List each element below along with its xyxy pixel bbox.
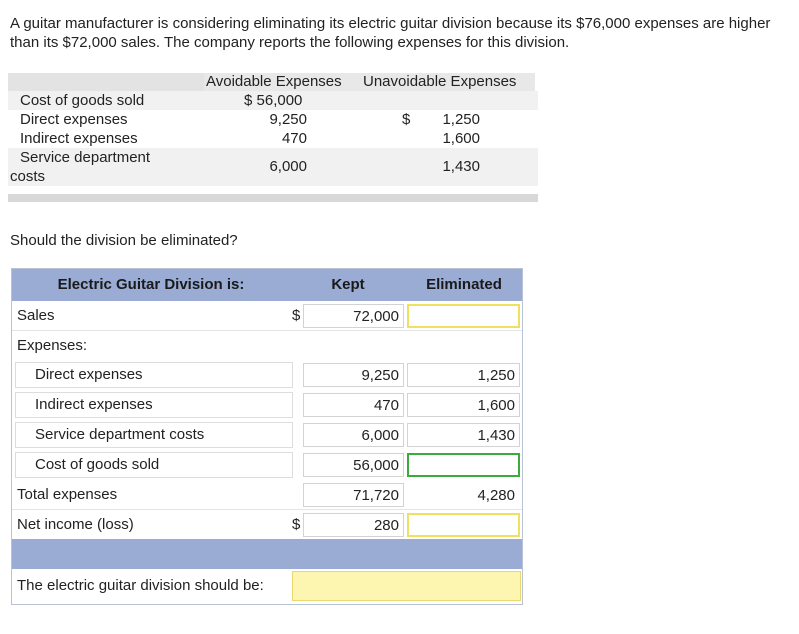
net-eliminated-input[interactable]	[407, 513, 520, 537]
sales-row	[12, 301, 522, 331]
avoidable-indirect: 470	[281, 130, 307, 147]
analysis-worksheet	[11, 268, 523, 605]
sales-kept: 72,000	[303, 304, 404, 328]
direct-kept: 9,250	[303, 363, 404, 387]
unavoidable-indirect: 1,600	[442, 130, 480, 147]
service-eliminated: 1,430	[407, 423, 520, 447]
indirect-kept: 470	[303, 393, 404, 417]
net-kept: 280	[303, 513, 404, 537]
cogs-kept: 56,000	[303, 453, 404, 477]
direct-expenses-row	[12, 360, 522, 390]
header-division-label: Electric Guitar Division is:	[57, 276, 245, 293]
indirect-eliminated: 1,600	[407, 393, 520, 417]
row-label-service-cont: costs	[10, 168, 46, 185]
total-kept: 71,720	[303, 483, 404, 507]
net-label: Net income (loss)	[17, 516, 134, 533]
direct-eliminated: 1,250	[407, 363, 520, 387]
avoidable-cogs: $ 56,000	[244, 92, 303, 109]
row-label-service: Service department	[20, 149, 151, 166]
expenses-label: Expenses:	[17, 337, 88, 354]
total-expenses-row	[12, 480, 522, 510]
worksheet-separator-band	[12, 539, 522, 569]
header-avoidable: Avoidable Expenses	[206, 73, 342, 90]
problem-statement: A guitar manufacturer is considering eliminating its electric guitar division because its $76,000 expenses are higher than its $72,000 sales. The company reports the following expenses for this division.	[10, 15, 771, 51]
expense-table-footer-bar	[8, 194, 538, 202]
conclusion-label: The electric guitar division should be:	[17, 577, 264, 594]
service-dept-row	[12, 420, 522, 450]
indirect-label: Indirect expenses	[35, 396, 153, 413]
question-text: Should the division be eliminated?	[10, 232, 238, 249]
cogs-row	[12, 450, 522, 480]
header-unavoidable: Unavoidable Expenses	[363, 73, 517, 90]
header-kept: Kept	[331, 276, 365, 293]
net-income-row	[12, 510, 522, 540]
service-kept: 6,000	[303, 423, 404, 447]
row-label-direct: Direct expenses	[20, 111, 128, 128]
service-label: Service department costs	[35, 426, 205, 443]
indirect-expenses-row	[12, 390, 522, 420]
expenses-heading-row	[12, 331, 522, 361]
net-dollar: $	[292, 516, 301, 533]
row-label-cogs: Cost of goods sold	[20, 92, 145, 109]
sales-label: Sales	[17, 307, 55, 324]
row-label-indirect: Indirect expenses	[20, 130, 138, 147]
cogs-eliminated-input[interactable]	[407, 453, 520, 477]
total-label: Total expenses	[17, 486, 118, 503]
header-eliminated: Eliminated	[426, 276, 502, 293]
unavoidable-dollar: $	[402, 111, 411, 128]
worksheet-header	[12, 269, 522, 301]
conclusion-select[interactable]	[292, 571, 521, 601]
avoidable-service: 6,000	[269, 158, 307, 175]
unavoidable-direct: 1,250	[442, 111, 480, 128]
direct-label: Direct expenses	[35, 366, 143, 383]
conclusion-row	[12, 569, 522, 603]
total-eliminated: 4,280	[477, 487, 515, 504]
unavoidable-service: 1,430	[442, 158, 480, 175]
sales-dollar: $	[292, 307, 301, 324]
sales-eliminated-input[interactable]	[407, 304, 520, 328]
avoidable-direct: 9,250	[269, 111, 307, 128]
cogs-label: Cost of goods sold	[35, 456, 160, 473]
